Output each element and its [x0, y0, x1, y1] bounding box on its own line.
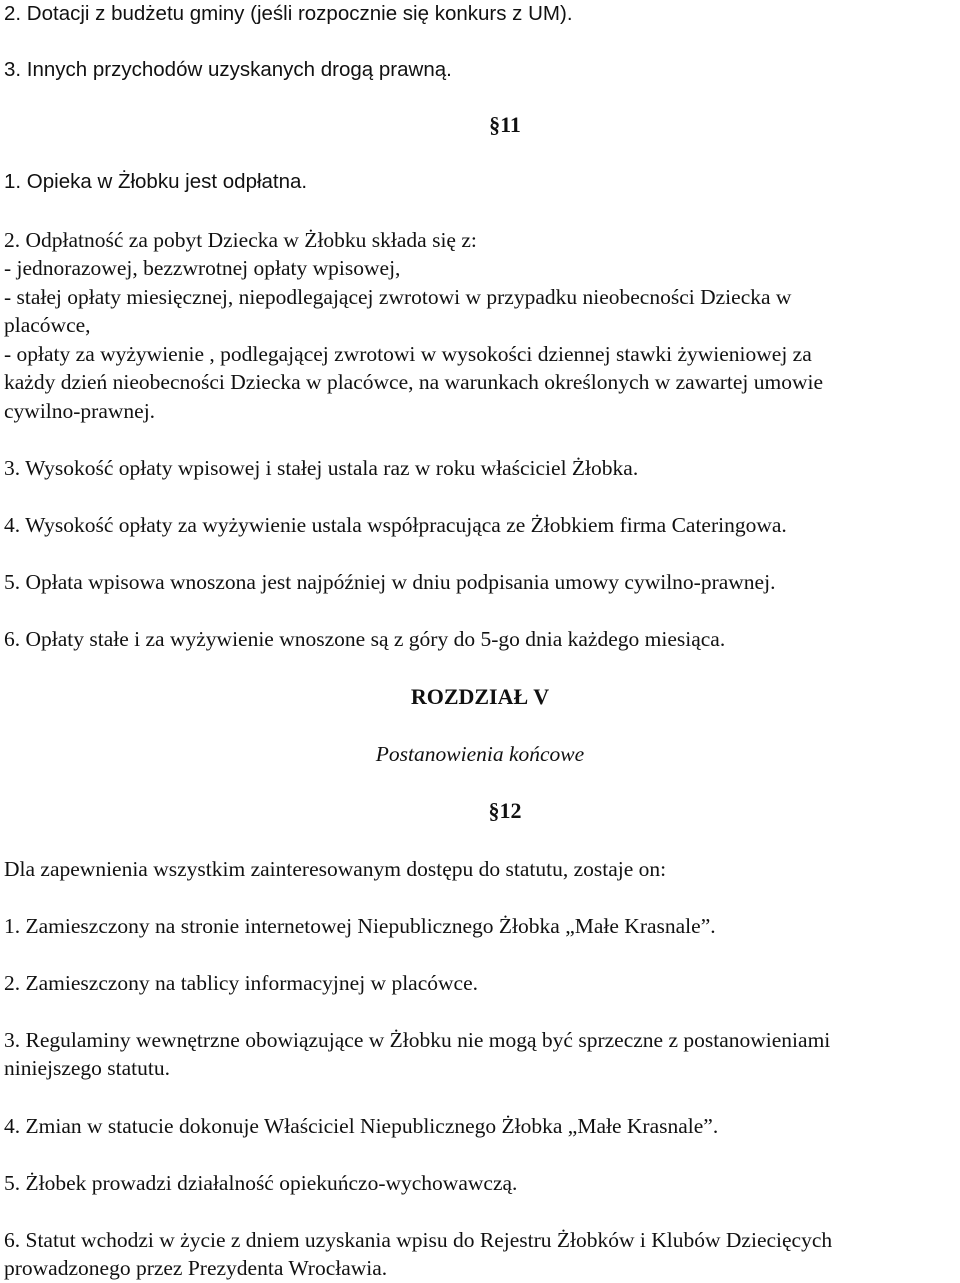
s12-item-3-line-1: 3. Regulaminy wewnętrzne obowiązujące w Żłobku nie mogą być sprzeczne z postanowieniami: [4, 1028, 831, 1052]
s12-item-6-line-2: prowadzonego przez Prezydenta Wrocławia.: [4, 1256, 388, 1280]
s12-intro: Dla zapewnienia wszystkim zainteresowanym dostępu do statutu, zostaje on:: [4, 857, 667, 881]
s11-item-2-line-2: - jednorazowej, bezzwrotnej opłaty wpisowej,: [4, 256, 401, 280]
chapter-subtitle: Postanowienia końcowe: [375, 742, 585, 766]
s11-item-5: 5. Opłata wpisowa wnoszona jest najpóźniej w dniu podpisania umowy cywilno-prawnej.: [4, 570, 776, 594]
s11-item-2-line-6: każdy dzień nieobecności Dziecka w placówce, na warunkach określonych w zawartej umowie: [4, 370, 824, 394]
s11-item-6: 6. Opłaty stałe i za wyżywienie wnoszone są z góry do 5-go dnia każdego miesiąca.: [4, 627, 726, 651]
paragraph-top-item-3: 3. Innych przychodów uzyskanych drogą prawną.: [4, 58, 452, 81]
s12-item-6-line-1: 6. Statut wchodzi w życie z dniem uzyskania wpisu do Rejestru Żłobków i Klubów Dziecięcych: [4, 1228, 833, 1252]
section-11-heading: §11: [489, 112, 521, 137]
s11-item-2-line-7: cywilno-prawnej.: [4, 399, 156, 423]
paragraph-top-item-2: 2. Dotacji z budżetu gminy (jeśli rozpocznie się konkurs z UM).: [4, 2, 573, 25]
s11-item-2-line-5: - opłaty za wyżywienie , podlegającej zwrotowi w wysokości dziennej stawki żywieniowej za: [4, 342, 812, 366]
s12-item-1: 1. Zamieszczony na stronie internetowej Niepublicznego Żłobka „Małe Krasnale”.: [4, 914, 716, 938]
s12-item-2: 2. Zamieszczony na tablicy informacyjnej w placówce.: [4, 971, 478, 995]
s12-item-5: 5. Żłobek prowadzi działalność opiekuńczo-wychowawczą.: [4, 1171, 518, 1195]
s11-item-2-line-3: - stałej opłaty miesięcznej, niepodlegającej zwrotowi w przypadku nieobecności Dziecka w: [4, 285, 792, 309]
chapter-title: ROZDZIAŁ V: [410, 684, 550, 709]
s11-item-1: 1. Opieka w Żłobku jest odpłatna.: [4, 170, 308, 193]
s11-item-2-line-4: placówce,: [4, 313, 91, 337]
section-12-heading: §12: [488, 798, 522, 823]
s12-item-4: 4. Zmian w statucie dokonuje Właściciel Niepublicznego Żłobka „Małe Krasnale”.: [4, 1114, 719, 1138]
s11-item-4: 4. Wysokość opłaty za wyżywienie ustala współpracująca ze Żłobkiem firma Cateringowa.: [4, 513, 787, 537]
s11-item-3: 3. Wysokość opłaty wpisowej i stałej ustala raz w roku właściciel Żłobka.: [4, 456, 639, 480]
s12-item-3-line-2: niniejszego statutu.: [4, 1056, 170, 1080]
s11-item-2-line-1: 2. Odpłatność za pobyt Dziecka w Żłobku składa się z:: [4, 228, 477, 252]
